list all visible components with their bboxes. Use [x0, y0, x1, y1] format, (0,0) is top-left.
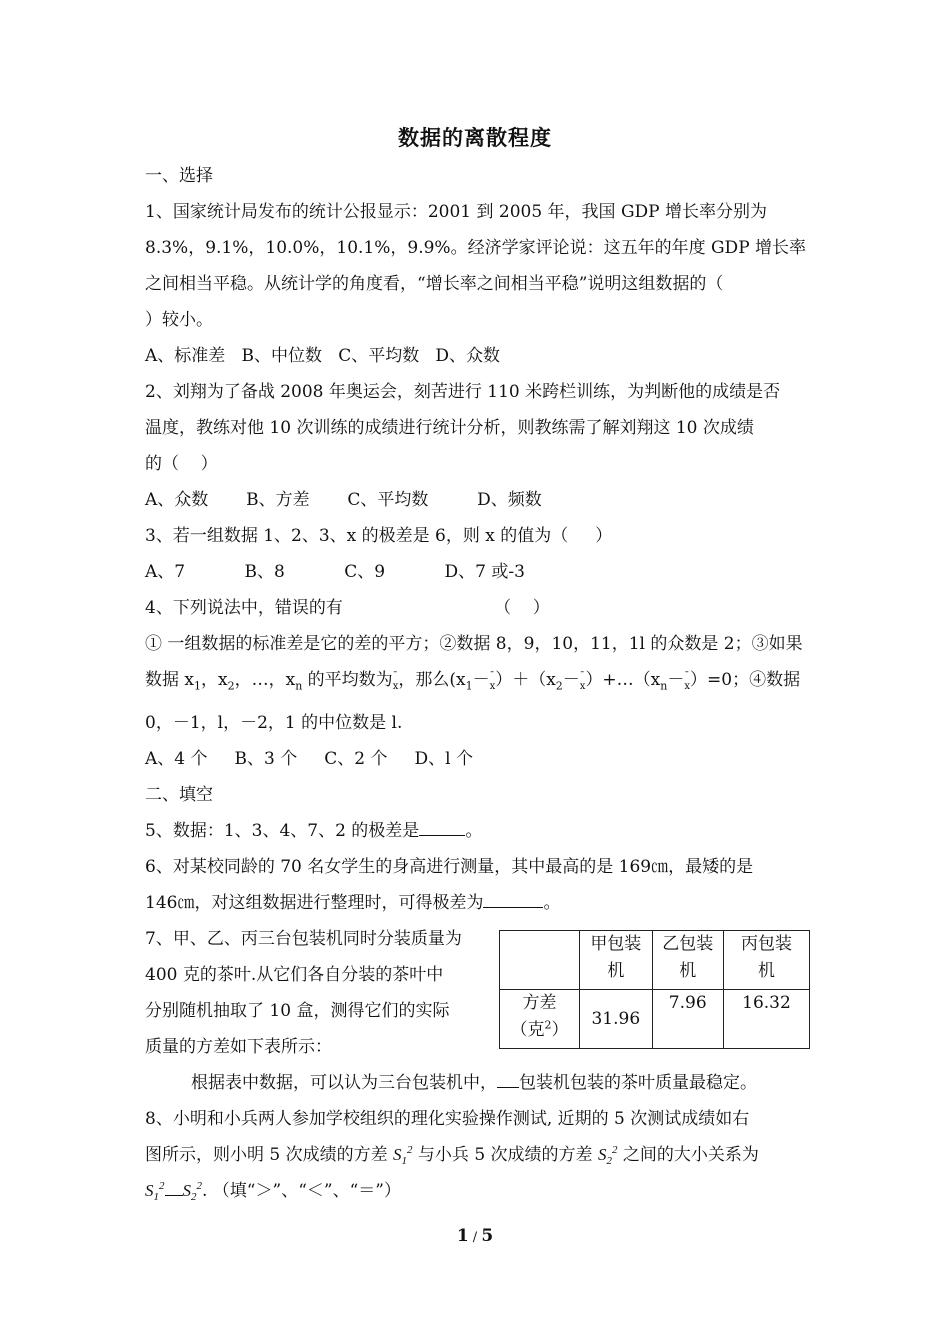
- table-header-cell: [652, 931, 723, 990]
- superscript: 2: [407, 1144, 413, 1157]
- total-pages: 5: [481, 1226, 494, 1246]
- question-4: [145, 590, 810, 777]
- math-symbol: S: [393, 1145, 402, 1164]
- subscript: 2: [227, 679, 235, 693]
- question-8: [145, 1101, 810, 1209]
- answer-blank[interactable]: [483, 887, 543, 908]
- variance-table: [499, 930, 810, 1049]
- table-header-cell: [723, 931, 809, 990]
- subscript: 1: [194, 679, 201, 693]
- table-corner-cell: [500, 931, 580, 990]
- q6-line-1: 6、对某校同龄的 70 名女学生的身高进行测量，其中最高的是 169㎝，最矮的是: [145, 857, 754, 877]
- q4-line-1: 4、下列说法中，错误的有 （ ）: [145, 598, 550, 618]
- q4-text: ，x: [201, 670, 228, 690]
- q6-text: 。: [543, 893, 561, 913]
- current-page: 1: [456, 1226, 469, 1246]
- q5-text: 5、数据：1、3、4、7、2 的极差是: [145, 821, 420, 841]
- question-6: [145, 849, 810, 921]
- q6-line-2: [145, 885, 810, 921]
- q2-line-1: 2、刘翔为了备战 2008 年奥运会，刻苦进行 110 米跨栏训练，为判断他的成绩是否: [145, 382, 781, 402]
- q3-line-1: 3、若一组数据 1、2、3、x 的极差是 6，则 x 的值为（ ）: [145, 526, 613, 546]
- q4-text: ）=0；④数据: [690, 670, 801, 690]
- answer-blank[interactable]: [497, 1067, 519, 1088]
- row-label-text: ）: [551, 1020, 569, 1040]
- document-body: [145, 158, 810, 1209]
- q2-line-3: 的（ ）: [145, 454, 218, 474]
- answer-blank[interactable]: [419, 815, 465, 836]
- subscript: n: [295, 679, 303, 693]
- subscript: n: [660, 679, 668, 693]
- subscript: 1: [465, 679, 473, 693]
- q4-text: －: [667, 670, 685, 690]
- q7-line-3: 分别随机抽取了 10 盒，测得它们的实际: [145, 1001, 450, 1021]
- superscript: 2: [159, 1180, 165, 1193]
- x-bar-symbol: ¯ x: [393, 669, 399, 705]
- table-row-label: [500, 990, 580, 1049]
- x-bar-symbol: ¯ x: [490, 669, 496, 705]
- question-7: [145, 921, 810, 1065]
- q2-options: A、众数 B、方差 C、平均数 D、频数: [145, 490, 542, 510]
- q5-text: 。: [465, 821, 483, 841]
- q8-text: 与小兵 5 次成绩的方差: [412, 1145, 598, 1165]
- q8-text: 图所示，则小明 5 次成绩的方差: [145, 1145, 394, 1165]
- header-text: 乙包装: [662, 934, 714, 954]
- q7-conclusion: [145, 1065, 810, 1101]
- question-2: [145, 374, 810, 518]
- question-1: [145, 194, 810, 374]
- q4-text: 数据 x: [145, 670, 194, 690]
- table-cell: 7.96: [652, 990, 723, 1049]
- q7-line-4: 质量的方差如下表所示：: [145, 1037, 332, 1057]
- q7-text: 根据表中数据，可以认为三台包装机中，: [191, 1073, 497, 1093]
- header-text: 机: [757, 961, 775, 981]
- subscript: 2: [606, 1155, 612, 1168]
- q1-line-4: ）较小。: [145, 310, 213, 330]
- q7-text-block: [145, 921, 495, 1065]
- header-text: 机: [679, 961, 697, 981]
- page-title: 数据的离散程度: [398, 125, 552, 150]
- q8-text: . （填“＞”、“＜”、“＝”）: [202, 1181, 401, 1201]
- q1-options: A、标准差 B、中位数 C、平均数 D、众数: [145, 346, 501, 366]
- superscript: 2: [544, 1018, 552, 1032]
- subscript: 2: [191, 1191, 197, 1204]
- header-text: 丙包装: [740, 934, 792, 954]
- subscript: 2: [555, 679, 563, 693]
- q3-options: A、7 B、8 C、9 D、7 或-3: [145, 562, 525, 582]
- q2-line-2: 温度，教练对他 10 次训练的成绩进行统计分析，则教练需了解刘翔这 10 次成绩: [145, 418, 754, 438]
- q8-line-2: [145, 1137, 810, 1173]
- q8-line-1: 8、小明和小兵两人参加学校组织的理化实验操作测试, 近期的 5 次测试成绩如右: [145, 1109, 750, 1129]
- table-header-row: [500, 931, 810, 990]
- subscript: 1: [401, 1155, 408, 1168]
- row-label-text: 方差: [522, 993, 557, 1013]
- q1-line-3: 之间相当平稳。从统计学的角度看，“增长率之间相当平稳”说明这组数据的（: [145, 274, 724, 294]
- q4-options: A、4 个 B、3 个 C、2 个 D、l 个: [145, 749, 473, 769]
- q4-text: ，…，x: [234, 670, 296, 690]
- q4-text: ）+…（x: [585, 670, 661, 690]
- table-row: [500, 990, 810, 1049]
- q4-text: －: [472, 670, 490, 690]
- header-text: 机: [607, 961, 625, 981]
- subscript: 1: [153, 1191, 159, 1204]
- q7-text: 包装机包装的茶叶质量最稳定。: [519, 1073, 757, 1093]
- math-symbol: S: [145, 1181, 154, 1200]
- table-header-cell: [580, 931, 652, 990]
- q4-text: ，那么(x: [398, 670, 466, 690]
- q4-line-4: 0，－1，l，－2，1 的中位数是 l.: [145, 713, 403, 733]
- q1-line-1: 1、国家统计局发布的统计公报显示：2001 到 2005 年，我国 GDP 增长率分别为: [145, 202, 768, 222]
- q1-line-2: 8.3%，9.1%，10.0%，10.1%，9.9%。经济学家评论说：这五年的年度 GDP 增长率: [145, 238, 807, 258]
- math-symbol: S: [597, 1145, 607, 1164]
- q4-line-3: [145, 662, 810, 705]
- q4-line-2: ① 一组数据的标准差是它的差的平方；②数据 8，9，10，11，1l 的众数是 2；③如果: [145, 634, 803, 654]
- superscript: 2: [196, 1180, 202, 1193]
- row-label-text: （克: [510, 1020, 545, 1040]
- q7-line-1: 7、甲、乙、丙三台包装机同时分装质量为: [145, 929, 462, 949]
- q6-text: 146㎝，对这组数据进行整理时，可得极差为: [145, 893, 484, 913]
- section-heading-choice: 一、选择: [145, 166, 213, 186]
- header-text: 甲包装: [590, 934, 642, 954]
- q4-text: ）＋（x: [495, 670, 556, 690]
- math-symbol: S: [182, 1181, 191, 1200]
- page-separator: /: [468, 1230, 482, 1245]
- q8-line-3: [145, 1173, 810, 1209]
- page-number: [0, 1226, 950, 1246]
- answer-blank[interactable]: [165, 1175, 183, 1196]
- q8-text: 之间的大小关系为: [617, 1145, 759, 1165]
- table-cell: 16.32: [723, 990, 809, 1049]
- question-5: [145, 813, 810, 849]
- x-bar-symbol: ¯ x: [684, 669, 690, 705]
- superscript: 2: [611, 1144, 618, 1157]
- question-3: [145, 518, 810, 590]
- section-heading-fill: 二、填空: [145, 785, 213, 805]
- table-cell: 31.96: [580, 990, 652, 1049]
- q4-text: 的平均数为: [302, 670, 393, 690]
- q4-text: －: [562, 670, 580, 690]
- q7-line-2: 400 克的茶叶.从它们各自分装的茶叶中: [145, 965, 444, 985]
- x-bar-symbol: ¯ x: [580, 669, 586, 705]
